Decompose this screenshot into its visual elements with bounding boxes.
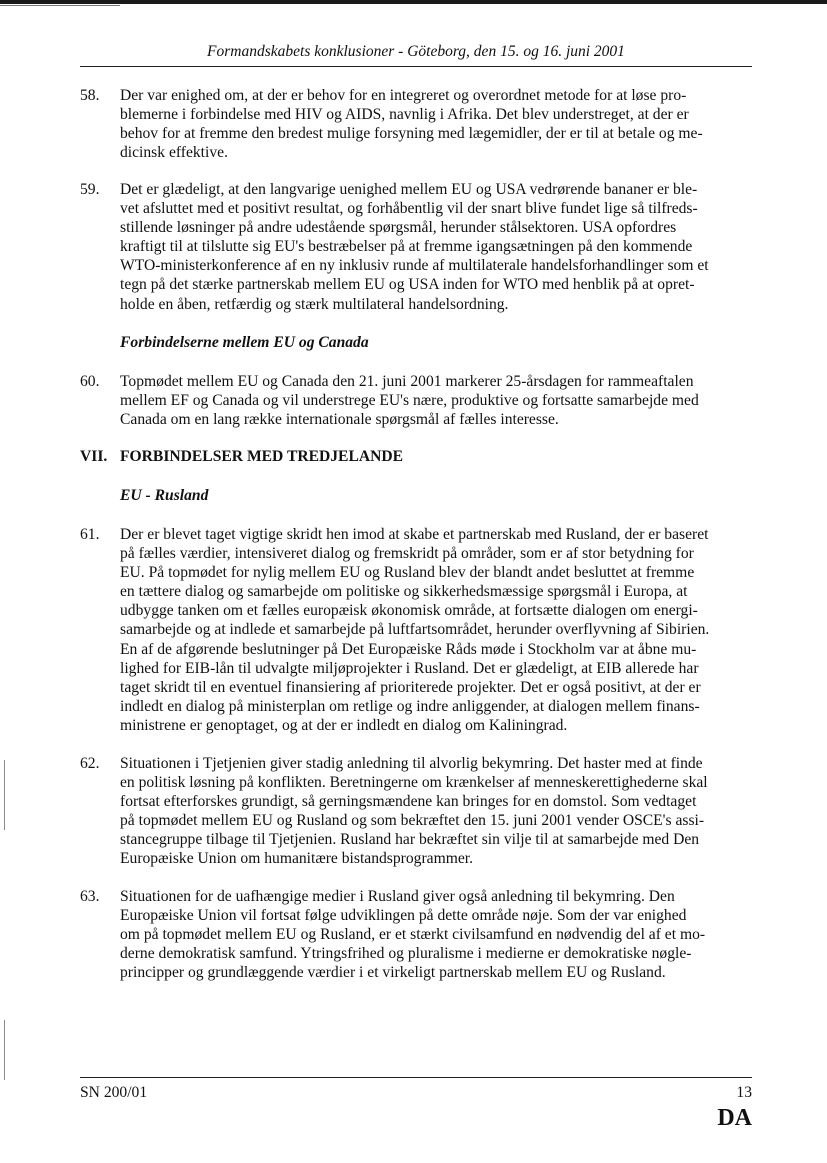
paragraph-number: 61. [80,526,100,543]
paragraph-62 [80,754,760,869]
text-line: Canada om en lang række internationale spørgsmål af fælles interesse. [120,411,559,429]
header-rule [80,66,752,67]
paragraph-number: 63. [80,888,100,905]
paragraph-number: 59. [80,181,100,198]
text-line: holde en åben, retfærdig og stærk multilateral handelsordning. [120,295,509,313]
text-line: fortsat efterforskes grundigt, så gerningsmændene kan bringes for en domstol. Som vedtaget [120,793,697,811]
text-line: Situationen for de uafhængige medier i Rusland giver også anledning til bekymring. Den [120,888,675,905]
page-number: 13 [736,1084,752,1101]
running-header: Formandskabets konklusioner - Göteborg, den 15. og 16. juni 2001 [207,43,625,60]
text-line: vet afsluttet med et positivt resultat, og forhåbentlig vil der snart blive fundet lige så tilfreds- [120,200,698,218]
text-line: på topmødet mellem EU og Rusland og som bekræftet den 15. juni 2001 vender OSCE's assi- [120,812,705,830]
paragraph-number: 60. [80,373,100,390]
text-line: taget skridt til en eventuel finansiering af prioriterede projekter. Det er også positivt, at der er [120,678,701,696]
text-line: Der var enighed om, at der er behov for en integreret og overordnet metode for at løse pro- [120,87,687,104]
text-line: dicinsk effektive. [120,144,228,162]
paragraph-63 [80,887,760,982]
text-line: samarbejde og at indlede et samarbejde på luftfartsområdet, herunder overflyvning af Sibirien. [120,621,710,639]
text-line: Europæiske Union om humanitære bistandsprogrammer. [120,850,473,868]
text-line: principper og grundlæggende værdier i et virkeligt partnerskab mellem EU og Rusland. [120,964,666,982]
text-line: en tættere dialog og samarbejde om politiske og sikkerhedsmæssige spørgsmål i Europa, at [120,583,688,601]
section-number: VII. [80,448,108,465]
document-reference: SN 200/01 [80,1084,148,1101]
text-line: lighed for EIB-lån til udvalgte miljøprojekter i Rusland. Det er glædeligt, at EIB allerede har [120,659,699,677]
text-line: mellem EF og Canada og vil understrege EU's nære, produktive og fortsatte samarbejde med [120,392,699,410]
scan-margin-mark [4,1020,5,1080]
subheading-canada: Forbindelserne mellem EU og Canada [120,334,369,351]
text-line: blemerne i forbindelse med HIV og AIDS, navnlig i Afrika. Det blev understreget, at der er [120,106,689,124]
text-line: ministrene er genoptaget, og at der er indledt en dialog om Kaliningrad. [120,716,568,734]
language-code: DA [717,1105,752,1131]
text-line: på fælles værdier, intensiveret dialog og fremskridt på områder, som er af stor betydning for [120,545,694,563]
text-line: kraftigt til at tilslutte sig EU's bestræbelser på at fremme igangsætningen på den kommende [120,238,693,256]
text-line: udbygge tanken om et fælles europæisk økonomisk område, at fortsætte dialogen om energi- [120,602,698,620]
text-line: Topmødet mellem EU og Canada den 21. juni 2001 markerer 25-årsdagen for rammeaftalen [120,373,694,390]
text-line: tegn på det stærke partnerskab mellem EU og USA inden for WTO med henblik på at opret- [120,276,695,294]
scan-top-edge-faint [0,5,120,6]
text-line: stancegruppe tilbage til Tjetjenien. Rusland har bekræftet sin vilje til at samarbejde med Den [120,831,700,849]
section-heading [80,447,403,466]
text-line: WTO-ministerkonference af en ny inklusiv runde af multilaterale handelsforhandlinger som et [120,257,709,275]
text-line: om på topmødet mellem EU og Rusland, er et stærkt civilsamfund en nødvendig del af et mo- [120,926,706,944]
text-line: Der er blevet taget vigtige skridt hen imod at skabe et partnerskab med Rusland, der er baseret [120,526,709,543]
text-line: En af de afgørende beslutninger på Det Europæiske Råds møde i Stockholm var at åbne mu- [120,640,697,658]
paragraph-58 [80,86,760,162]
text-line: indledt en dialog på ministerplan om retlige og indre anliggender, at dialogen mellem finans- [120,697,700,715]
scan-margin-mark [4,760,5,830]
text-line: stillende løsninger på andre udestående spørgsmål, herunder stålsektoren. USA opfordres [120,219,677,237]
text-line: Det er glædeligt, at den langvarige uenighed mellem EU og USA vedrørende bananer er ble- [120,181,698,198]
text-line: en politisk løsning på konflikten. Beretningerne om krænkelser af menneskerettighederne skal [120,774,708,792]
paragraph-59 [80,180,760,314]
paragraph-61 [80,525,760,735]
text-line: derne demokratisk samfund. Ytringsfrihed og pluralisme i medierne er demokratiske nøgle- [120,945,692,963]
text-line: EU. På topmødet for nylig mellem EU og Rusland blev der blandt andet besluttet at fremme [120,564,695,582]
subheading-russia: EU - Rusland [120,487,209,504]
paragraph-60 [80,372,760,429]
paragraph-number: 62. [80,755,100,772]
text-line: Europæiske Union vil fortsat følge udviklingen på dette område nøje. Som der var enighed [120,907,687,925]
paragraph-number: 58. [80,87,100,104]
text-line: behov for at fremme den bredest mulige forsyning med lægemidler, der er til at betale og me- [120,125,703,143]
scan-top-edge [0,0,827,4]
footer-rule [80,1077,752,1078]
text-line: Situationen i Tjetjenien giver stadig anledning til alvorlig bekymring. Det haster med at finde [120,755,703,772]
section-title: FORBINDELSER MED TREDJELANDE [120,448,404,465]
